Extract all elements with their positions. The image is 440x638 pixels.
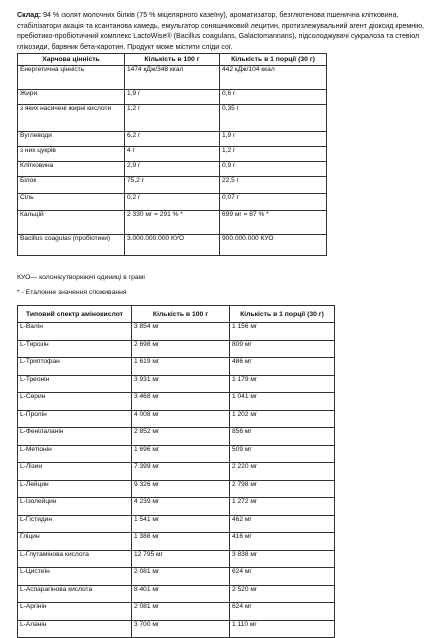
- amino-cell-name: L-Серин: [18, 393, 132, 411]
- amino-cell-perserving: 1 202 мг: [230, 410, 335, 428]
- amino-row: [18, 410, 335, 428]
- nutrition-cell-perserving: 442 кДж/104 ккал: [220, 66, 327, 90]
- amino-row: [18, 533, 335, 551]
- nutrition-cell-per100: 4 г: [125, 147, 220, 162]
- nutrition-row: [18, 177, 327, 194]
- amino-row: [18, 375, 335, 393]
- nutrition-cell-name: з них цукрів: [18, 147, 125, 162]
- amino-row: [18, 323, 335, 341]
- nutrition-cell-per100: 1474 кДж/348 ккал: [125, 66, 220, 90]
- amino-acid-table: [17, 305, 335, 638]
- amino-header-row: [18, 306, 335, 323]
- amino-cell-per100: 3 854 мг: [132, 323, 230, 341]
- composition-text: 94 % ізолят молочних білків (75 % міцелярного казеїну), ароматизатор, безглютенова пшенична клітковина, стабілізатори акація та ксантанова камедь, емульгатор соняшниковий лецитин, протизлежувальний агент діоксид кремнію, пребіотико-пробіотичний комплекс LactoWise® (Bacillus coagulans, Galactomannans), підсолоджувачі сукралоза та стевіол глікозиди, барвник бета-каротин. Продукт може містити сліди сої.: [17, 11, 425, 51]
- nutrition-cell-perserving: 0,35 г: [220, 105, 327, 132]
- amino-row: [18, 498, 335, 516]
- amino-cell-perserving: 416 мг: [230, 533, 335, 551]
- nutrition-cell-perserving: 900.000.000 КУО: [220, 235, 327, 256]
- amino-cell-per100: 1 388 мг: [132, 533, 230, 551]
- nutrition-row: [18, 90, 327, 105]
- nutrition-cell-per100: 2,9 г: [125, 162, 220, 177]
- amino-cell-perserving: 462 мг: [230, 515, 335, 533]
- composition-paragraph: [17, 10, 427, 52]
- amino-row: [18, 620, 335, 638]
- amino-cell-perserving: 486 мг: [230, 358, 335, 376]
- amino-cell-name: L-Ізолейцин: [18, 498, 132, 516]
- amino-row: [18, 428, 335, 446]
- nutrition-header-name: Харчова цінність: [18, 54, 125, 66]
- amino-row: [18, 393, 335, 411]
- amino-cell-name: L-Треонін: [18, 375, 132, 393]
- amino-cell-per100: 1 541 мг: [132, 515, 230, 533]
- nutrition-row: [18, 132, 327, 147]
- nutrition-header-row: [18, 54, 327, 66]
- amino-row: [18, 603, 335, 621]
- amino-cell-name: L-Метіонін: [18, 445, 132, 463]
- nutrition-cell-name: з яких насичені жирні кислоти: [18, 105, 125, 132]
- amino-cell-per100: 3 700 мг: [132, 620, 230, 638]
- amino-cell-perserving: 3 838 мг: [230, 550, 335, 568]
- amino-cell-perserving: 624 мг: [230, 568, 335, 586]
- amino-cell-per100: 2 081 мг: [132, 568, 230, 586]
- amino-cell-per100: 1 619 мг: [132, 358, 230, 376]
- amino-header-serving: Кількість в 1 порції (30 г): [230, 306, 335, 323]
- amino-cell-perserving: 856 мг: [230, 428, 335, 446]
- amino-cell-name: L-Валін: [18, 323, 132, 341]
- amino-cell-perserving: 2 798 мг: [230, 480, 335, 498]
- nutrition-cell-name: Білок: [18, 177, 125, 194]
- amino-cell-per100: 3 931 мг: [132, 375, 230, 393]
- amino-cell-name: L-Фенілаланін: [18, 428, 132, 446]
- amino-row: [18, 445, 335, 463]
- amino-cell-perserving: 624 мг: [230, 603, 335, 621]
- amino-cell-per100: 2 081 мг: [132, 603, 230, 621]
- nutrition-cell-perserving: 1,9 г: [220, 132, 327, 147]
- amino-cell-name: L-Глутамінова кислота: [18, 550, 132, 568]
- nutrition-cell-name: Вуглеводи: [18, 132, 125, 147]
- nutrition-cell-per100: 2 330 мг = 291 % *: [125, 211, 220, 235]
- nutrition-cell-per100: 6,2 г: [125, 132, 220, 147]
- amino-row: [18, 480, 335, 498]
- amino-row: [18, 550, 335, 568]
- nutrition-row: [18, 194, 327, 211]
- amino-header-name: Типовий спектр амінокислот: [18, 306, 132, 323]
- amino-cell-per100: 4 008 мг: [132, 410, 230, 428]
- amino-cell-perserving: 1 156 мг: [230, 323, 335, 341]
- amino-row: [18, 358, 335, 376]
- amino-cell-name: L-Аланін: [18, 620, 132, 638]
- nutrition-cell-name: Кальцій: [18, 211, 125, 235]
- nutrition-row: [18, 162, 327, 177]
- amino-cell-per100: 8 401 мг: [132, 585, 230, 603]
- nutrition-row: [18, 66, 327, 90]
- amino-row: [18, 515, 335, 533]
- nutrition-cell-per100: 0,2 г: [125, 194, 220, 211]
- amino-cell-per100: 2 698 мг: [132, 340, 230, 358]
- amino-row: [18, 585, 335, 603]
- amino-row: [18, 568, 335, 586]
- amino-cell-per100: 4 239 мг: [132, 498, 230, 516]
- amino-cell-name: L-Аргінін: [18, 603, 132, 621]
- nutrition-row: [18, 105, 327, 132]
- amino-cell-perserving: 1 110 мг: [230, 620, 335, 638]
- amino-cell-name: Гліцин: [18, 533, 132, 551]
- amino-cell-name: L-Лізин: [18, 463, 132, 481]
- nutrition-cell-name: Жири: [18, 90, 125, 105]
- nutrition-cell-perserving: 0,6 г: [220, 90, 327, 105]
- amino-cell-per100: 7 399 мг: [132, 463, 230, 481]
- amino-cell-per100: 2 852 мг: [132, 428, 230, 446]
- composition-label: Склад:: [17, 11, 42, 19]
- amino-row: [18, 340, 335, 358]
- nutrition-cell-per100: 75,2 г: [125, 177, 220, 194]
- kuo-note: КУО— колонієутворюючі одиниці в грамі: [17, 274, 145, 281]
- nutrition-row: [18, 211, 327, 235]
- amino-cell-name: L-Тирозін: [18, 340, 132, 358]
- nutrition-cell-per100: 3.000.000.000 КУО: [125, 235, 220, 256]
- amino-cell-per100: 1 696 мг: [132, 445, 230, 463]
- amino-cell-name: L-Гістидин: [18, 515, 132, 533]
- amino-cell-perserving: 1 041 мг: [230, 393, 335, 411]
- amino-cell-per100: 9 326 мг: [132, 480, 230, 498]
- amino-cell-perserving: 2 520 мг: [230, 585, 335, 603]
- amino-cell-name: L-Аспарагінова кислота: [18, 585, 132, 603]
- nutrition-row: [18, 235, 327, 256]
- amino-cell-perserving: 809 мг: [230, 340, 335, 358]
- amino-cell-perserving: 1 179 мг: [230, 375, 335, 393]
- amino-cell-perserving: 2 220 мг: [230, 463, 335, 481]
- amino-row: [18, 463, 335, 481]
- nutrition-row: [18, 147, 327, 162]
- amino-header-per100: Кількість в 100 г: [132, 306, 230, 323]
- nutrition-cell-per100: 1,2 г: [125, 105, 220, 132]
- nutrition-header-serving: Кількість в 1 порції (30 г): [220, 54, 327, 66]
- nutrition-cell-perserving: 699 мг = 87 % *: [220, 211, 327, 235]
- amino-cell-name: L-Лейцин: [18, 480, 132, 498]
- nutrition-cell-perserving: 0,07 г: [220, 194, 327, 211]
- amino-cell-name: L-Цистеїн: [18, 568, 132, 586]
- nutrition-cell-name: Bacillus coagulas (пробіотики): [18, 235, 125, 256]
- nutrition-cell-perserving: 1,2 г: [220, 147, 327, 162]
- amino-cell-per100: 3 468 мг: [132, 393, 230, 411]
- amino-cell-name: L-Пролін: [18, 410, 132, 428]
- nutrition-cell-perserving: 22,5 г: [220, 177, 327, 194]
- nutrition-table: [17, 53, 327, 256]
- nutrition-cell-perserving: 0,9 г: [220, 162, 327, 177]
- amino-cell-name: L-Триптофан: [18, 358, 132, 376]
- nutrition-cell-per100: 1,9 г: [125, 90, 220, 105]
- amino-cell-perserving: 1 272 мг: [230, 498, 335, 516]
- reference-note: * - Еталонне значення споживання: [17, 289, 127, 296]
- nutrition-cell-name: Енергетична цінність: [18, 66, 125, 90]
- nutrition-header-per100: Кількість в 100 г: [125, 54, 220, 66]
- amino-cell-perserving: 509 мг: [230, 445, 335, 463]
- nutrition-cell-name: Сіль: [18, 194, 125, 211]
- amino-cell-per100: 12 795 мг: [132, 550, 230, 568]
- nutrition-cell-name: Клітковина: [18, 162, 125, 177]
